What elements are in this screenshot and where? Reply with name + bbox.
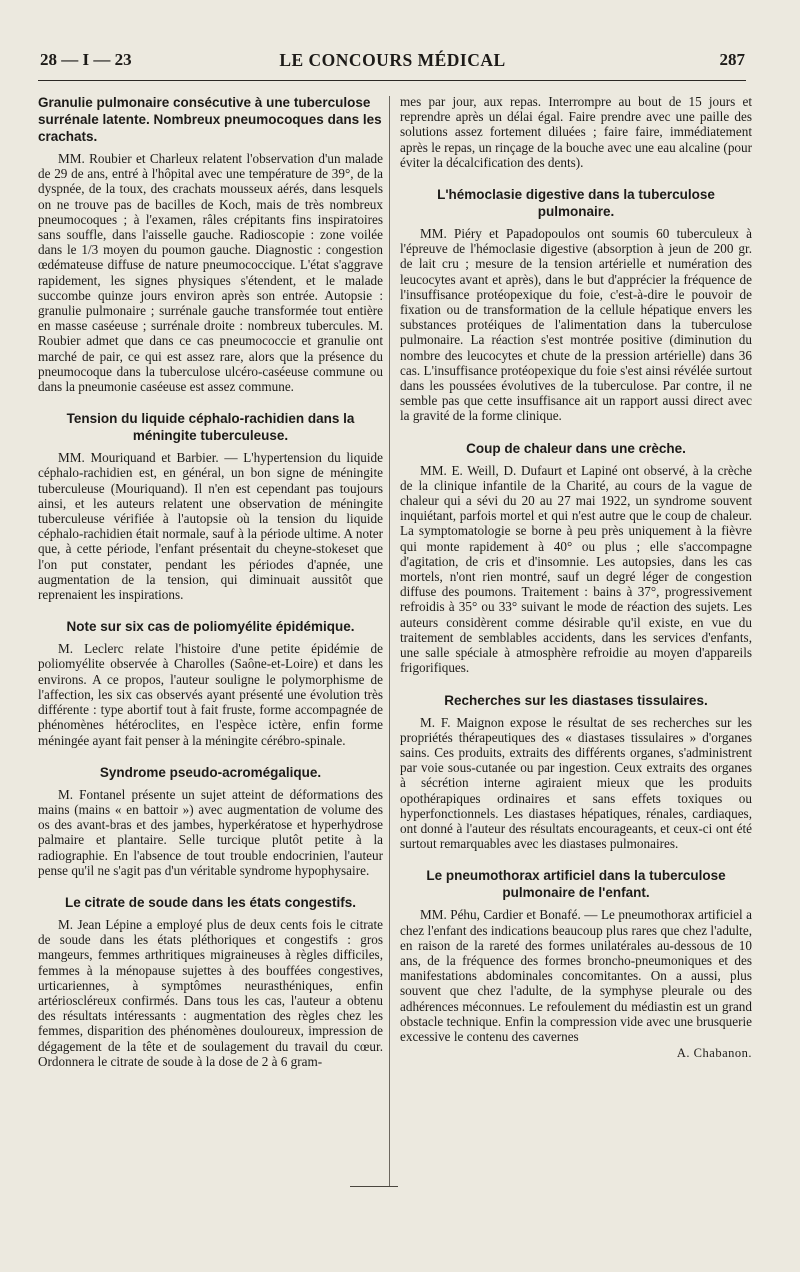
article-text: MM. Piéry et Papadopoulos ont soumis 60 tuberculeux à l'épreuve de l'hémoclasie digestive (absorption à jeun de 200 gr. de lait cru ; mesure de la tension artérielle et numération des leucocytes avant et après), dans le but d'apprécier la fréquence de l'insuffisance protéopexique du foie, c'est-à-dire le pouvoir de fixation ou de transformation de la cellule hépatique envers les substances protéiques de l'alimentation dans la tuberculose pulmonaire. La réaction s'est montrée positive (diminution du nombre des leucocytes et chute de la pression artérielle) dans 36 cas. L'insuffisance protéopexique du foie s'est ainsi révélée surtout dans les poussées évolutives de la tuberculose. Par contre, il ne semble pas que cette insuffisance ait un rapport aussi direct avec la gravité de la forme clinique. — [400, 226, 752, 424]
article-text: M. Fontanel présente un sujet atteint de déformations des mains (mains « en battoir ») avec augmentation de volume des os des avant-bras et des jambes, hyperkératose et hyperhydrose palmaire et plantaire. Selle turcique plutôt petite à la radiographie. En l'absence de tout trouble endocrinien, l'auteur pense qu'il ne s'agit pas d'un véritable syndrome hypophysaire. — [38, 786, 383, 878]
article-heading: Note sur six cas de poliomyélite épidémique. — [66, 619, 355, 635]
article-heading: Tension du liquide céphalo-rachidien dans la méningite tuberculeuse. — [66, 411, 355, 444]
page-number: 287 — [719, 50, 745, 69]
issue-date: 28 — I — 23 — [40, 50, 132, 69]
right-column — [400, 94, 752, 1061]
article-text: MM. Péhu, Cardier et Bonafé. — Le pneumothorax artificiel a chez l'enfant des indications beaucoup plus rares que chez l'adulte, en raison de la rareté des formes unilatérales au-dessous de 10 ans, de la fréquence des formes broncho-pneumoniques et des manifestations abdominales concomitantes. On a aussi, plus souvent que chez l'adulte, de la symphyse pleurale ou des adhérences méconnues. Le refoulement du médiastin est un grand obstacle technique. Enfin la compression vide avec une brusquerie excessive le contenu des cavernes — [400, 907, 752, 1044]
article-text: M. Jean Lépine a employé plus de deux cents fois le citrate de soude dans les états pléthoriques et congestifs : gros mangeurs, femmes arthritiques migraineuses à règles difficiles, femmes à la ménopause sujettes à des bouffées congestives, urticariennes, à symptômes neurasthéniques, enfin artérioscléreux confirmés. Dans tous les cas, l'auteur a obtenu des résultats intéressants : augmentation des règles chez les femmes, disparition des phénomènes douloureux, impression de dégagement de la tête et de soulagement du travail du cœur. Ordonnera le citrate de soude à la dose de 2 à 6 gram- — [38, 916, 383, 1069]
article-text: M. F. Maignon expose le résultat de ses recherches sur les propriétés thérapeutiques des « diastases tissulaires » d'organes sains. Ces produits, extraits des différents organes, s'administrent par voie sous-cutanée ou par ingestion. Ceux extraits des organes à sécrétion interne agiraient mieux que les produits opothérapiques ordinaires et sans effets toxiques ou hyperfonctionnels. Les diastases hépatiques, rénales, cardiaques, ont donné à l'auteur des résultats encourageants, et ceux-ci ont été surtout remarquables avec les diastases pulmonaires. — [400, 714, 752, 852]
article-text: MM. E. Weill, D. Dufaurt et Lapiné ont observé, à la crèche de la clinique infantile de la Charité, au cours de la vague de chaleur qui a sévi du 20 au 27 mai 1922, un syndrome souvent inquiétant, parfois mortel et qui n'est autre que le coup de chaleur. La symptomatologie se borne à peu près uniquement à la fièvre qui monte rapidement à 40° ou plus ; elle s'accompagne d'agitation, de cris et d'insomnie. Les autopsies, dans les cas mortels, n'ont rien montré, sauf un degré léger de congestion diffuse des poumons. Traitement : bains à 37°, progressivement refroidis à 35° ou 33° suivant le mode de réaction des sujets. Les auteurs considèrent comme désirable qu'il existe, en vue du traitement de semblables accidents, dans les services d'enfants, une salle spéciale à atmosphère refroidie au moyen d'appareils frigorifiques. — [400, 462, 752, 676]
header-rule — [38, 80, 746, 81]
left-column — [38, 94, 383, 1069]
article-text: M. Leclerc relate l'histoire d'une petite épidémie de poliomyélite observée à Charolles (Saône-et-Loire) et dans les environs. A ce propos, l'auteur souligne le polymorphisme de l'affection, les six cas observés ayant présenté une évolution très différente : type abortif tout à fait fruste, forme accompagnée de phénomènes hétéroclites, en l'espèce ictère, enfin forme méningée ayant fait penser à la méningite cérébro-spinale. — [38, 641, 383, 748]
page-header — [40, 50, 745, 78]
article-heading: Granulie pulmonaire consécutive à une tuberculose surrénale latente. Nombreux pneumocoques dans les crachats. — [38, 95, 382, 144]
article-heading: Coup de chaleur dans une crèche. — [466, 440, 686, 456]
article-heading: Le citrate de soude dans les états congestifs. — [64, 894, 357, 910]
footer-rule — [350, 1186, 398, 1187]
article-heading: Recherches sur les diastases tissulaires. — [444, 692, 708, 708]
article-text: MM. Roubier et Charleux relatent l'observation d'un malade de 29 de ans, entré à l'hôpital avec une température de 39°, de la dyspnée, de la toux, des crachats mousseux aérés, dans lesquels on ne trouve pas de bacilles de Koch, mais de très nombreux pneumocoques ; à l'examen, râles crépitants fins inspiratoires sans souffle, dans l'aisselle gauche. Radioscopie : zone voilée dans le 1/3 moyen du poumon gauche. Diagnostic : congestion œdémateuse diffuse de nature pneumococcique. L'état s'aggrave rapidement, les signes physiques s'étendent, et le malade succombe quinze jours environ après son entrée. Autopsie : granulie pulmonaire ; surrénale gauche transformée tout entière en masse caséeuse ; surrénale droite : nombreux tubercules. M. Roubier admet que dans ce cas pneumococcie et granulie ont marché de pair, ce qui est assez rare, alors que la présence du pneumocoque dans la tuberculose ulcéro-caséeuse commune ou dans la pneumonie caséeuse est assez commune. — [38, 151, 383, 395]
journal-title: LE CONCOURS MÉDICAL — [279, 50, 506, 70]
article-heading: Le pneumothorax artificiel dans la tuberculose pulmonaire de l'enfant. — [426, 868, 726, 901]
article-heading: L'hémoclasie digestive dans la tuberculose pulmonaire. — [437, 187, 715, 220]
column-divider — [389, 96, 390, 1186]
article-text-continued: mes par jour, aux repas. Interrompre au bout de 15 jours et reprendre après un délai égal. Faire prendre avec une paille des solutions assez fortement diluées ; faire faire, immédiatement après le repas, un rinçage de la bouche avec une eau alcaline (pour éviter la décalcification des dents). — [400, 94, 752, 170]
article-heading: Syndrome pseudo-acromégalique. — [99, 764, 322, 780]
author-signature: A. Chabanon. — [676, 1046, 752, 1061]
article-text: MM. Mouriquand et Barbier. — L'hypertension du liquide céphalo-rachidien est, en général, un bon signe de méningite tuberculeuse (Mouriquand). Il n'en est cependant pas toujours ainsi, et les auteurs relatent une observation de méningite tuberculeuse vérifiée à l'autopsie où la tension du liquide céphalo-rachidien était normale, sauf à la période ultime. A noter que, à cette période, l'enfant présentait du cheyne-stokeset que l'on put constater, pendant les périodes d'apnée, une augmentation de la tension, qui diminuait aussitôt que reprenaient les inspirations. — [38, 450, 383, 603]
